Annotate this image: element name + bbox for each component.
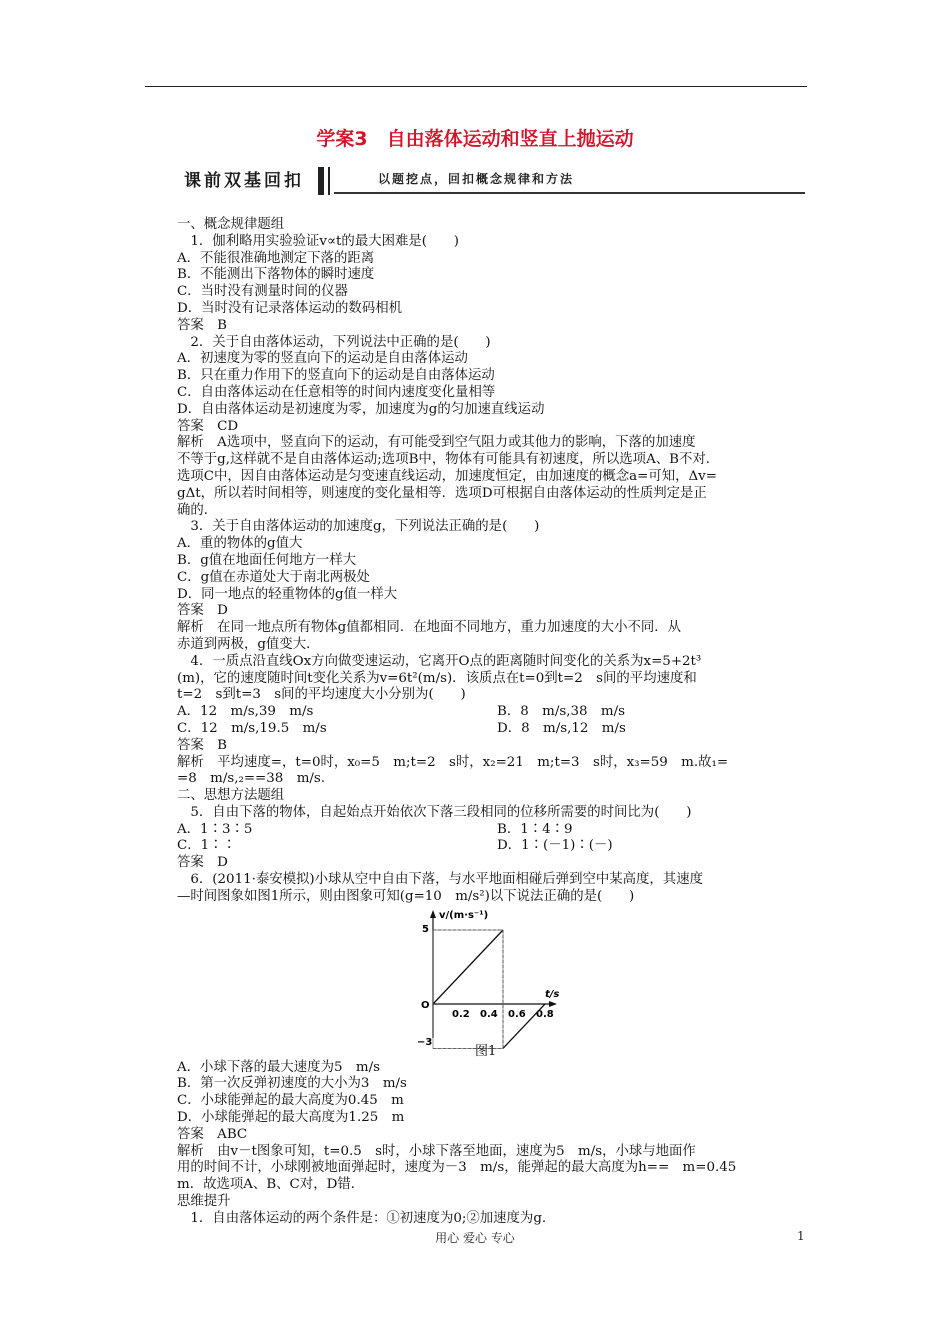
text-line: 确的． <box>177 502 218 518</box>
banner-divider-thin <box>328 167 330 195</box>
y-axis-arrow <box>430 910 436 918</box>
text-line: 解析 A选项中，竖直向下的运动，有可能受到空气阻力或其他力的影响，下落的加速度 <box>177 435 696 451</box>
q5-options-row-1 <box>177 822 807 839</box>
text-line: C．当时没有测量时间的仪器 <box>177 284 348 300</box>
q5-options-row-2 <box>177 838 807 855</box>
text-block-4 <box>177 1060 807 1228</box>
text-line: 解析 在同一地点所有物体g值都相同．在地面不同地方，重力加速度的大小不同．从 <box>177 620 682 636</box>
y-tick-5: 5 <box>422 923 429 935</box>
text-line: 5．自由下落的物体，自起始点开始依次下落三段相同的位移所需要的时间比为( ) <box>177 804 692 820</box>
text-line: B．g值在地面任何地方一样大 <box>177 552 357 568</box>
text-line: (m)，它的速度随时间t变化关系为v=6t²(m/s)．该质点在t=0到t=2 s间的平均速度和 <box>177 670 697 686</box>
q5-option-d: D．1∶(－1)∶(－) <box>497 838 613 854</box>
text-block-3 <box>177 855 807 905</box>
text-line: 答案 D <box>177 855 228 871</box>
text-line: 不等于g,这样就不是自由落体运动;选项B中，物体有可能具有初速度，所以选项A、B不对. <box>177 452 711 468</box>
y-axis-label: v/(m·s⁻¹) <box>439 909 489 921</box>
text-line: D．小球能弹起的最大高度为1.25 m <box>177 1110 405 1126</box>
text-line: 解析 由v－t图象可知，t=0.5 s时，小球下落至地面，速度为5 m/s，小球与地面作 <box>177 1143 696 1159</box>
banner-label: 课前双基回扣 <box>184 171 304 191</box>
q4-option-d: D．8 m/s,12 m/s <box>497 720 626 736</box>
x-axis-arrow <box>549 1001 557 1007</box>
text-line: B．第一次反弹初速度的大小为3 m/s <box>177 1076 407 1092</box>
chart-frame <box>433 930 503 1048</box>
x-tick-label: 0.4 <box>480 1008 498 1020</box>
q5-option-a: A．1∶3∶5 <box>177 821 253 837</box>
text-line: C．小球能弹起的最大高度为0.45 m <box>177 1093 404 1109</box>
text-line: 4．一质点沿直线Ox方向做变速运动，它离开O点的距离随时间变化的关系为x=5+2t³ <box>177 653 702 669</box>
header-rule <box>145 86 807 87</box>
text-line: 用的时间不计，小球刚被地面弹起时，速度为－3 m/s，能弹起的最大高度为h== m=0.45 <box>177 1160 737 1176</box>
text-line: 答案 CD <box>177 418 239 434</box>
page-number: 1 <box>797 1229 805 1243</box>
text-line: gΔt，所以若时间相等，则速度的变化量相等．选项D可根据自由落体运动的性质判定是正 <box>177 485 707 501</box>
chart-series <box>433 930 545 1048</box>
q4-options-row-2 <box>177 721 807 738</box>
x-tick-label: 0.2 <box>452 1008 470 1020</box>
text-line: 赤道到两极，g值变大． <box>177 636 320 652</box>
text-line: 答案 B <box>177 737 228 753</box>
text-line: 答案 B <box>177 317 228 333</box>
text-line: —时间图象如图1所示，则由图象可知(g=10 m/s²)以下说法正确的是( ) <box>177 888 635 904</box>
q4-option-c: C．12 m/s,19.5 m/s <box>177 720 327 736</box>
text-line: m．故选项A、B、C对，D错． <box>177 1177 365 1193</box>
text-line: 答案 ABC <box>177 1126 248 1142</box>
banner-subtitle: 以题挖点，回扣概念规律和方法 <box>378 172 575 186</box>
page-footer: 用心 爱心 专心 <box>435 1231 515 1245</box>
text-line: C．g值在赤道处大于南北两极处 <box>177 569 370 585</box>
q4-options-row-1 <box>177 704 807 721</box>
text-line: D．当时没有记录落体运动的数码相机 <box>177 300 402 316</box>
text-block-1 <box>177 217 807 704</box>
text-block-2 <box>177 738 807 822</box>
y-tick-origin: O <box>421 999 430 1011</box>
text-line: =8 m/s,₂==38 m/s. <box>177 771 326 787</box>
figure-1 <box>177 908 807 1060</box>
text-line: 1．自由落体运动的两个条件是：①初速度为0;②加速度为g. <box>177 1210 547 1226</box>
text-line: A．初速度为零的竖直向下的运动是自由落体运动 <box>177 351 468 367</box>
text-line: 2．关于自由落体运动，下列说法中正确的是( ) <box>177 334 491 350</box>
page-title: 学案3 自由落体运动和竖直上抛运动 <box>316 128 634 150</box>
banner-underline <box>334 192 805 194</box>
vt-chart <box>405 908 565 1060</box>
q5-option-c: C．1∶∶ <box>177 838 236 854</box>
section-banner <box>178 164 805 196</box>
text-line: t=2 s到t=3 s间的平均速度大小分别为( ) <box>177 687 466 703</box>
text-line: 3．关于自由落体运动的加速度g，下列说法正确的是( ) <box>177 519 540 535</box>
x-tick-label: 0.8 <box>536 1008 554 1020</box>
x-tick-label: 0.6 <box>508 1008 526 1020</box>
y-tick-neg3: −3 <box>417 1036 433 1048</box>
q4-option-a: A．12 m/s,39 m/s <box>177 704 314 720</box>
series-segment-0 <box>433 930 503 1004</box>
text-line: 答案 D <box>177 603 228 619</box>
text-line: 1．伽利略用实验验证v∝t的最大困难是( ) <box>177 233 460 249</box>
text-line: A．不能很准确地测定下落的距离 <box>177 250 375 266</box>
text-line: D．同一地点的轻重物体的g值一样大 <box>177 586 398 602</box>
text-line: 一、概念规律题组 <box>177 217 285 232</box>
x-axis-label: t/s <box>545 988 560 1000</box>
text-line: 思维提升 <box>177 1194 231 1210</box>
text-line: 选项C中，因自由落体运动是匀变速直线运动，加速度恒定，由加速度的概念a=可知，Δv= <box>177 468 717 484</box>
text-line: B．不能测出下落物体的瞬时速度 <box>177 267 375 283</box>
document-body <box>177 217 807 1228</box>
text-line: 二、思想方法题组 <box>177 788 285 804</box>
text-line: A．重的物体的g值大 <box>177 536 303 552</box>
q5-option-b: B．1∶4∶9 <box>497 821 573 837</box>
text-line: B．只在重力作用下的竖直向下的运动是自由落体运动 <box>177 368 495 384</box>
figure-caption: 图1 <box>475 1043 497 1059</box>
q4-option-b: B．8 m/s,38 m/s <box>497 704 625 720</box>
text-line: 6．(2011·泰安模拟)小球从空中自由下落，与水平地面相碰后弹到空中某高度，其速度 <box>177 872 703 888</box>
text-line: A．小球下落的最大速度为5 m/s <box>177 1059 380 1075</box>
text-line: D．自由落体运动是初速度为零，加速度为g的匀加速直线运动 <box>177 401 545 417</box>
text-line: 解析 平均速度=，t=0时，x₀=5 m;t=2 s时，x₂=21 m;t=3 s时，x₃=59 m.故₁= <box>177 754 729 770</box>
banner-divider <box>318 167 324 195</box>
text-line: C．自由落体运动在任意相等的时间内速度变化量相等 <box>177 384 496 400</box>
